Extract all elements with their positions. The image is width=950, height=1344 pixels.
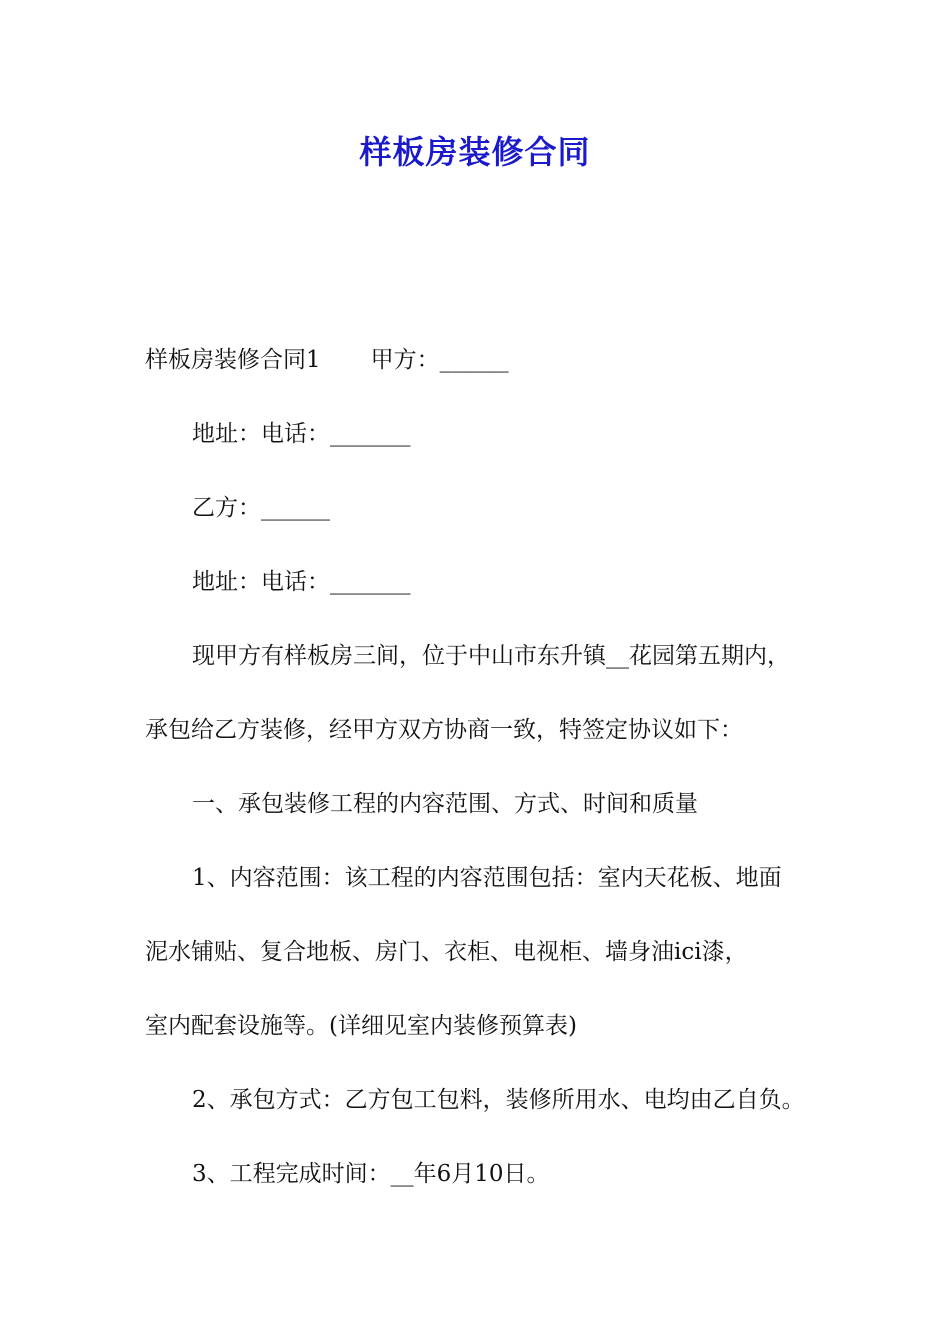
clause-1-line-1: 1、内容范围：该工程的内容范围包括：室内天花板、地面 [192, 865, 782, 891]
section-one-heading: 一、承包装修工程的内容范围、方式、时间和质量 [192, 791, 698, 817]
clause-1-line-3: 室内配套设施等。(详细见室内装修预算表) [145, 1013, 577, 1039]
document-body [145, 335, 835, 1223]
document-title: 样板房装修合同 [359, 133, 591, 171]
party-b-line: 乙方：______ [192, 495, 330, 521]
party-a-field: 甲方：______ [370, 347, 509, 373]
contract-heading-line [145, 335, 835, 409]
clause-3-line: 3、工程完成时间：__年6月10日。 [192, 1161, 550, 1187]
party-b-address-line: 地址：电话：_______ [192, 569, 411, 595]
clause-2-line: 2、承包方式：乙方包工包料，装修所用水、电均由乙自负。 [192, 1087, 805, 1113]
preamble-line-1: 现甲方有样板房三间，位于中山市东升镇__花园第五期内， [192, 643, 790, 669]
party-a-address-line: 地址：电话：_______ [192, 421, 411, 447]
preamble-line-2: 承包给乙方装修，经甲方双方协商一致，特签定协议如下： [145, 717, 743, 743]
clause-1-line-2: 泥水铺贴、复合地板、房门、衣柜、电视柜、墙身油ici漆， [145, 939, 748, 965]
contract-number-label: 样板房装修合同1 [145, 347, 321, 373]
